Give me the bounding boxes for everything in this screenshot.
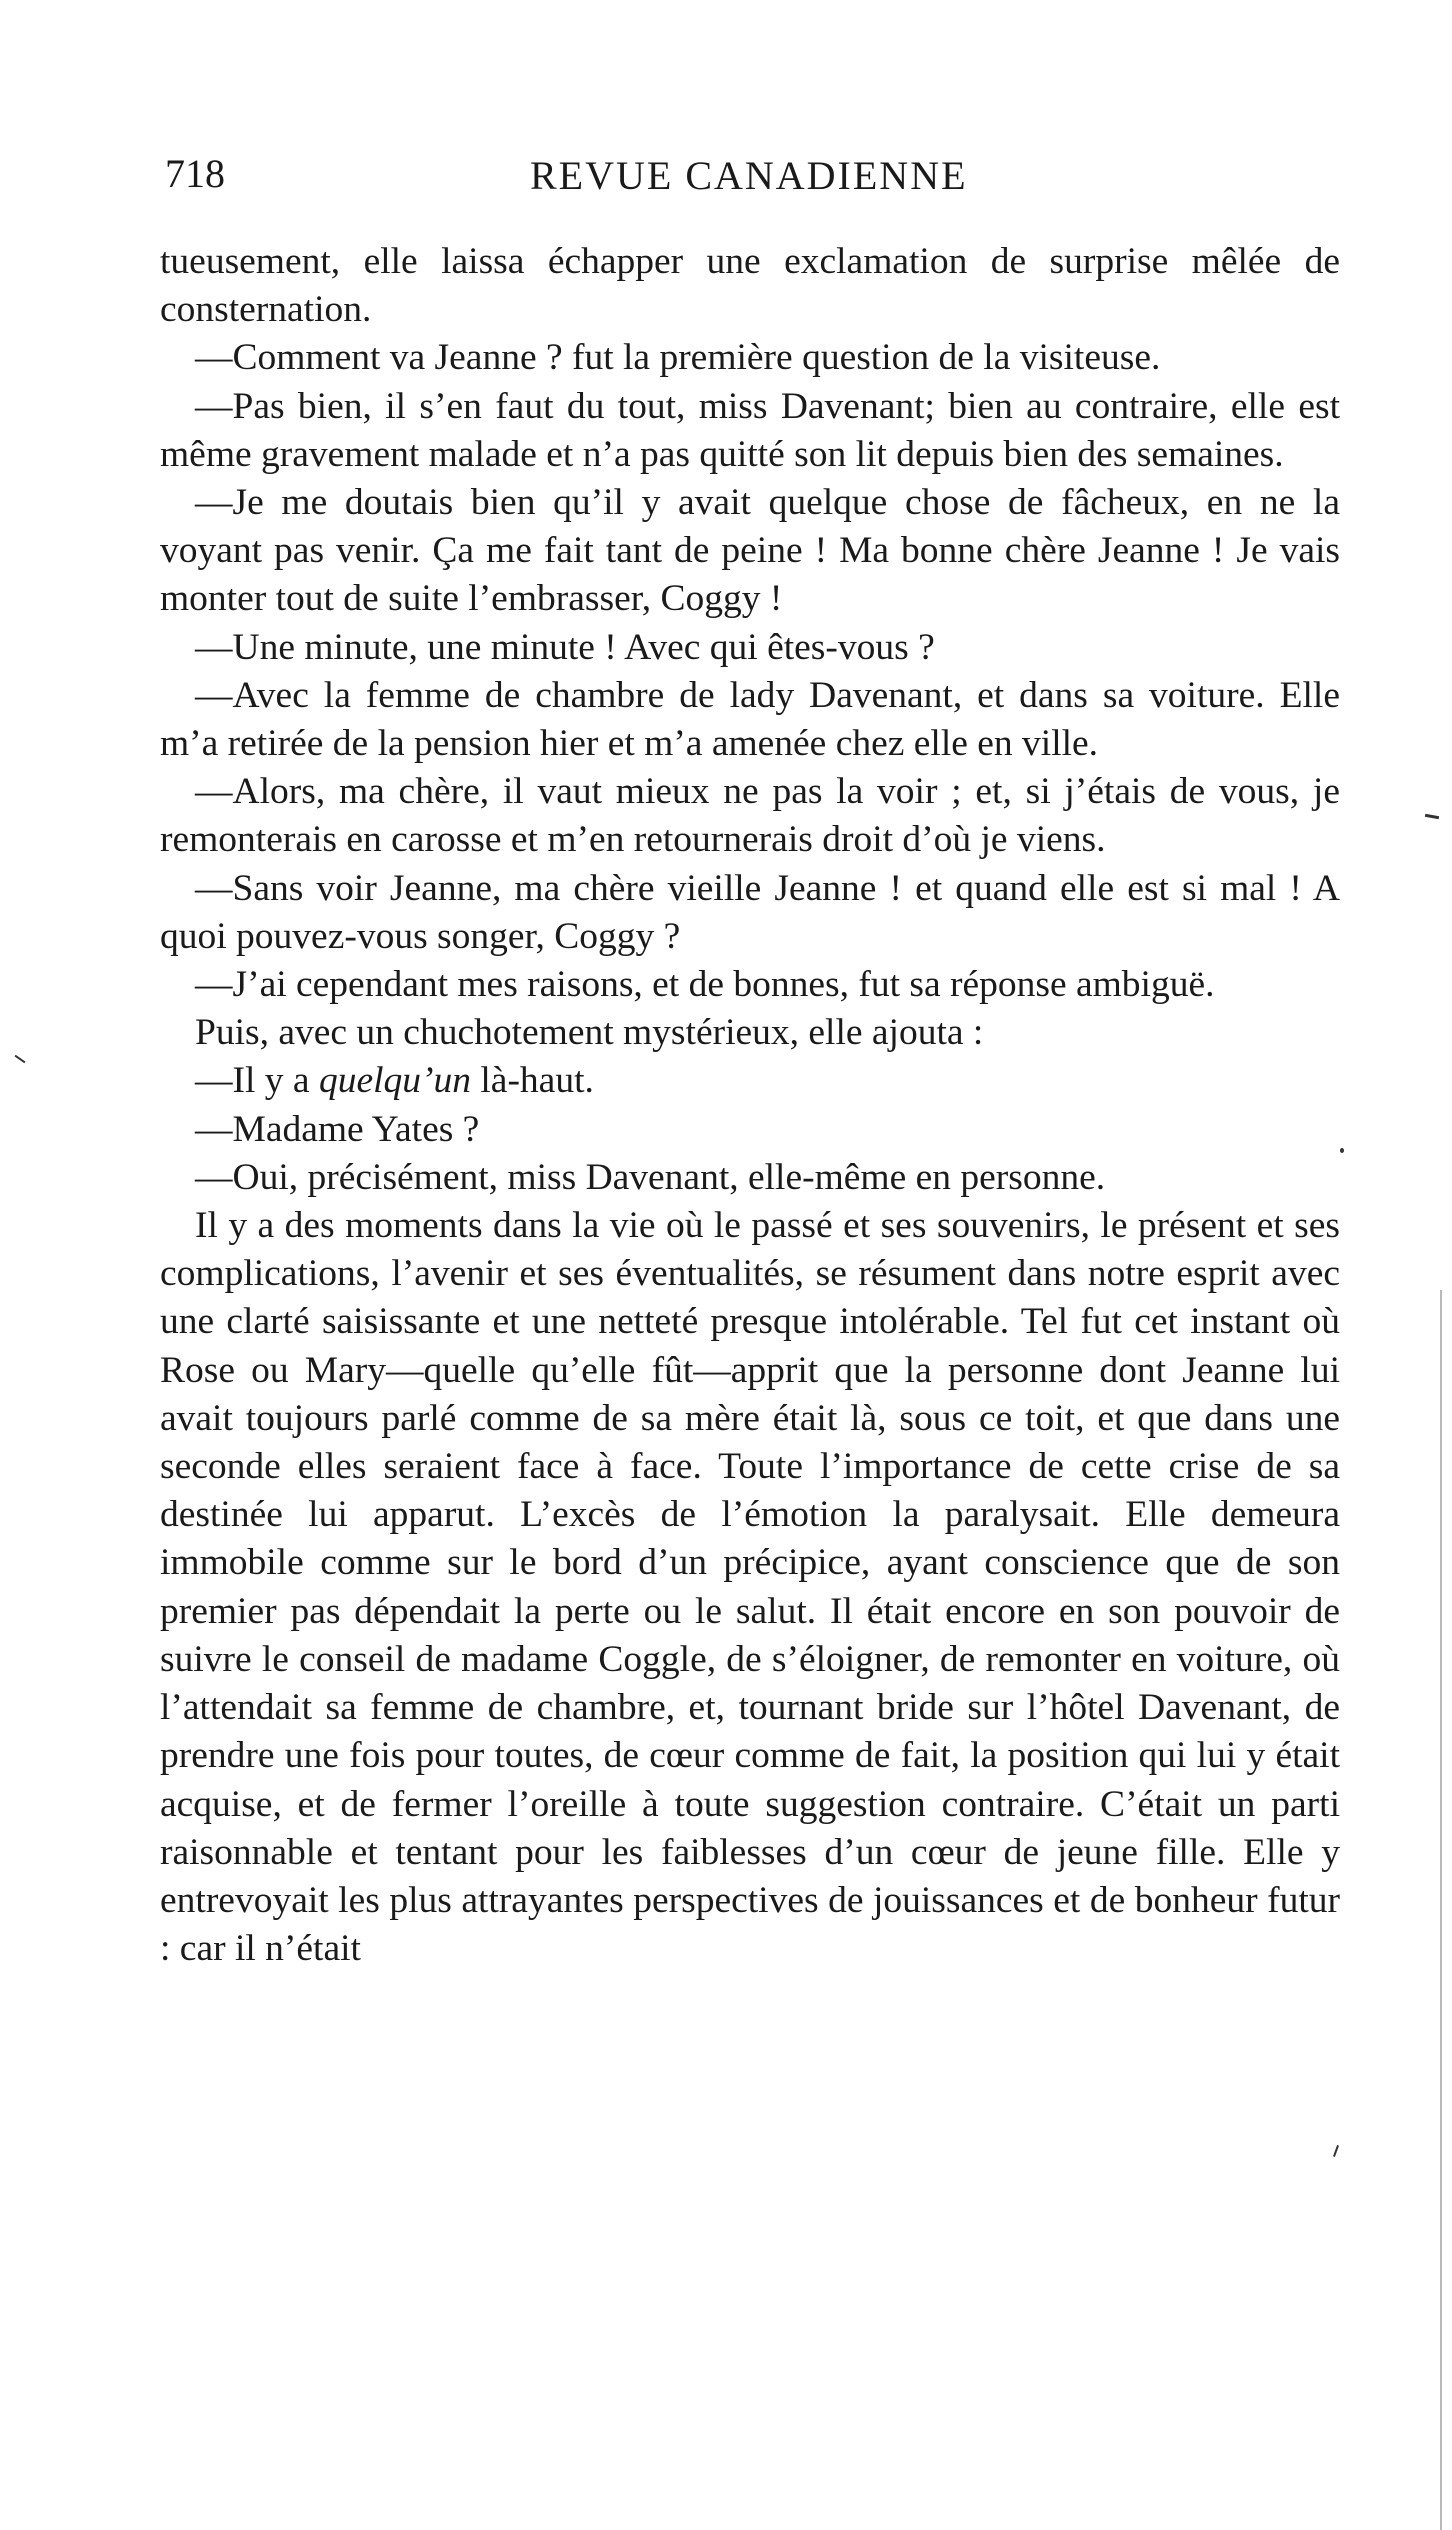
- paragraph: —Alors, ma chère, il vaut mieux ne pas la voir ; et, si j’étais de vous, je remonterais en carosse et m’en retournerais droit d’où je viens.: [160, 771, 1340, 861]
- paragraph: —Avec la femme de chambre de lady Davenant, et dans sa voiture. Elle m’a retirée de la pension hier et m’a amenée chez elle en ville.: [160, 674, 1340, 765]
- ink-speck: [1425, 814, 1439, 819]
- body-text: [160, 238, 1340, 1973]
- paragraph-text: là-haut.: [471, 1060, 594, 1102]
- ink-speck: [1333, 2145, 1339, 2157]
- ink-speck: [15, 1055, 26, 1064]
- ink-speck: [1340, 1148, 1344, 1153]
- paragraph: [160, 1057, 1340, 1105]
- paragraph-text: —Il y a: [195, 1060, 319, 1102]
- paragraph: —Pas bien, il s’en faut du tout, miss Davenant; bien au contraire, elle est même gravement malade et n’a pas quitté son lit depuis bien des semaines.: [160, 385, 1340, 475]
- paragraph: —Sans voir Jeanne, ma chère vieille Jeanne ! et quand elle est si mal ! A quoi pouvez-vous songer, Coggy ?: [160, 867, 1340, 957]
- page-edge-line: [1440, 1290, 1442, 2530]
- paragraph: Il y a des moments dans la vie où le passé et ses souvenirs, le présent et ses complications, l’avenir et ses éventualités, se résument dans notre esprit avec une clarté saisissante et une netteté presque intolérable. Tel fut cet instant où Rose ou Mary—quelle qu’elle fût—apprit que la personne dont Jeanne lui avait toujours parlé comme de sa mère était là, sous ce toit, et que dans une seconde elles seraient face à face. Toute l’importance de cette crise de sa destinée lui apparut. L’excès de l’émotion la paralysait. Elle demeura immobile comme sur le bord d’un précipice, ayant conscience que de son premier pas dépendait la perte ou le salut. Il était encore en son pouvoir de suivre le conseil de madame Coggle, de s’éloigner, de remonter en voiture, où l’attendait sa femme de chambre, et, tournant bride sur l’hôtel Davenant, de prendre une fois pour toutes, de cœur comme de fait, la position qui lui y était acquise, et de fermer l’oreille à toute suggestion contraire. C’était un parti raisonnable et tentant pour les faiblesses d’un cœur de jeune fille. Elle y entrevoyait les plus attrayantes perspectives de jouissances et de bonheur futur : car il n’était: [160, 1205, 1340, 1970]
- paragraph: —Madame Yates ?: [195, 1108, 480, 1150]
- paragraph: —Oui, précisément, miss Davenant, elle-même en personne.: [195, 1156, 1106, 1198]
- running-head: REVUE CANADIENNE: [530, 153, 968, 198]
- paragraph: —Une minute, une minute ! Avec qui êtes-vous ?: [195, 626, 935, 668]
- paragraph: tueusement, elle laissa échapper une exclamation de surprise mêlée de consternation.: [160, 241, 1340, 331]
- page-header: [165, 150, 1340, 210]
- paragraph: —Je me doutais bien qu’il y avait quelque chose de fâcheux, en ne la voyant pas venir. Ça me fait tant de peine ! Ma bonne chère Jeanne ! Je vais monter tout de suite l’embrasser, Coggy !: [160, 482, 1340, 620]
- paragraph: —Comment va Jeanne ? fut la première question de la visiteuse.: [195, 337, 1161, 379]
- paragraph: —J’ai cependant mes raisons, et de bonnes, fut sa réponse ambiguë.: [195, 964, 1215, 1006]
- page-number: 718: [165, 151, 225, 196]
- paragraph: Puis, avec un chuchotement mystérieux, elle ajouta :: [195, 1012, 984, 1054]
- italic-text: quelqu’un: [318, 1060, 471, 1102]
